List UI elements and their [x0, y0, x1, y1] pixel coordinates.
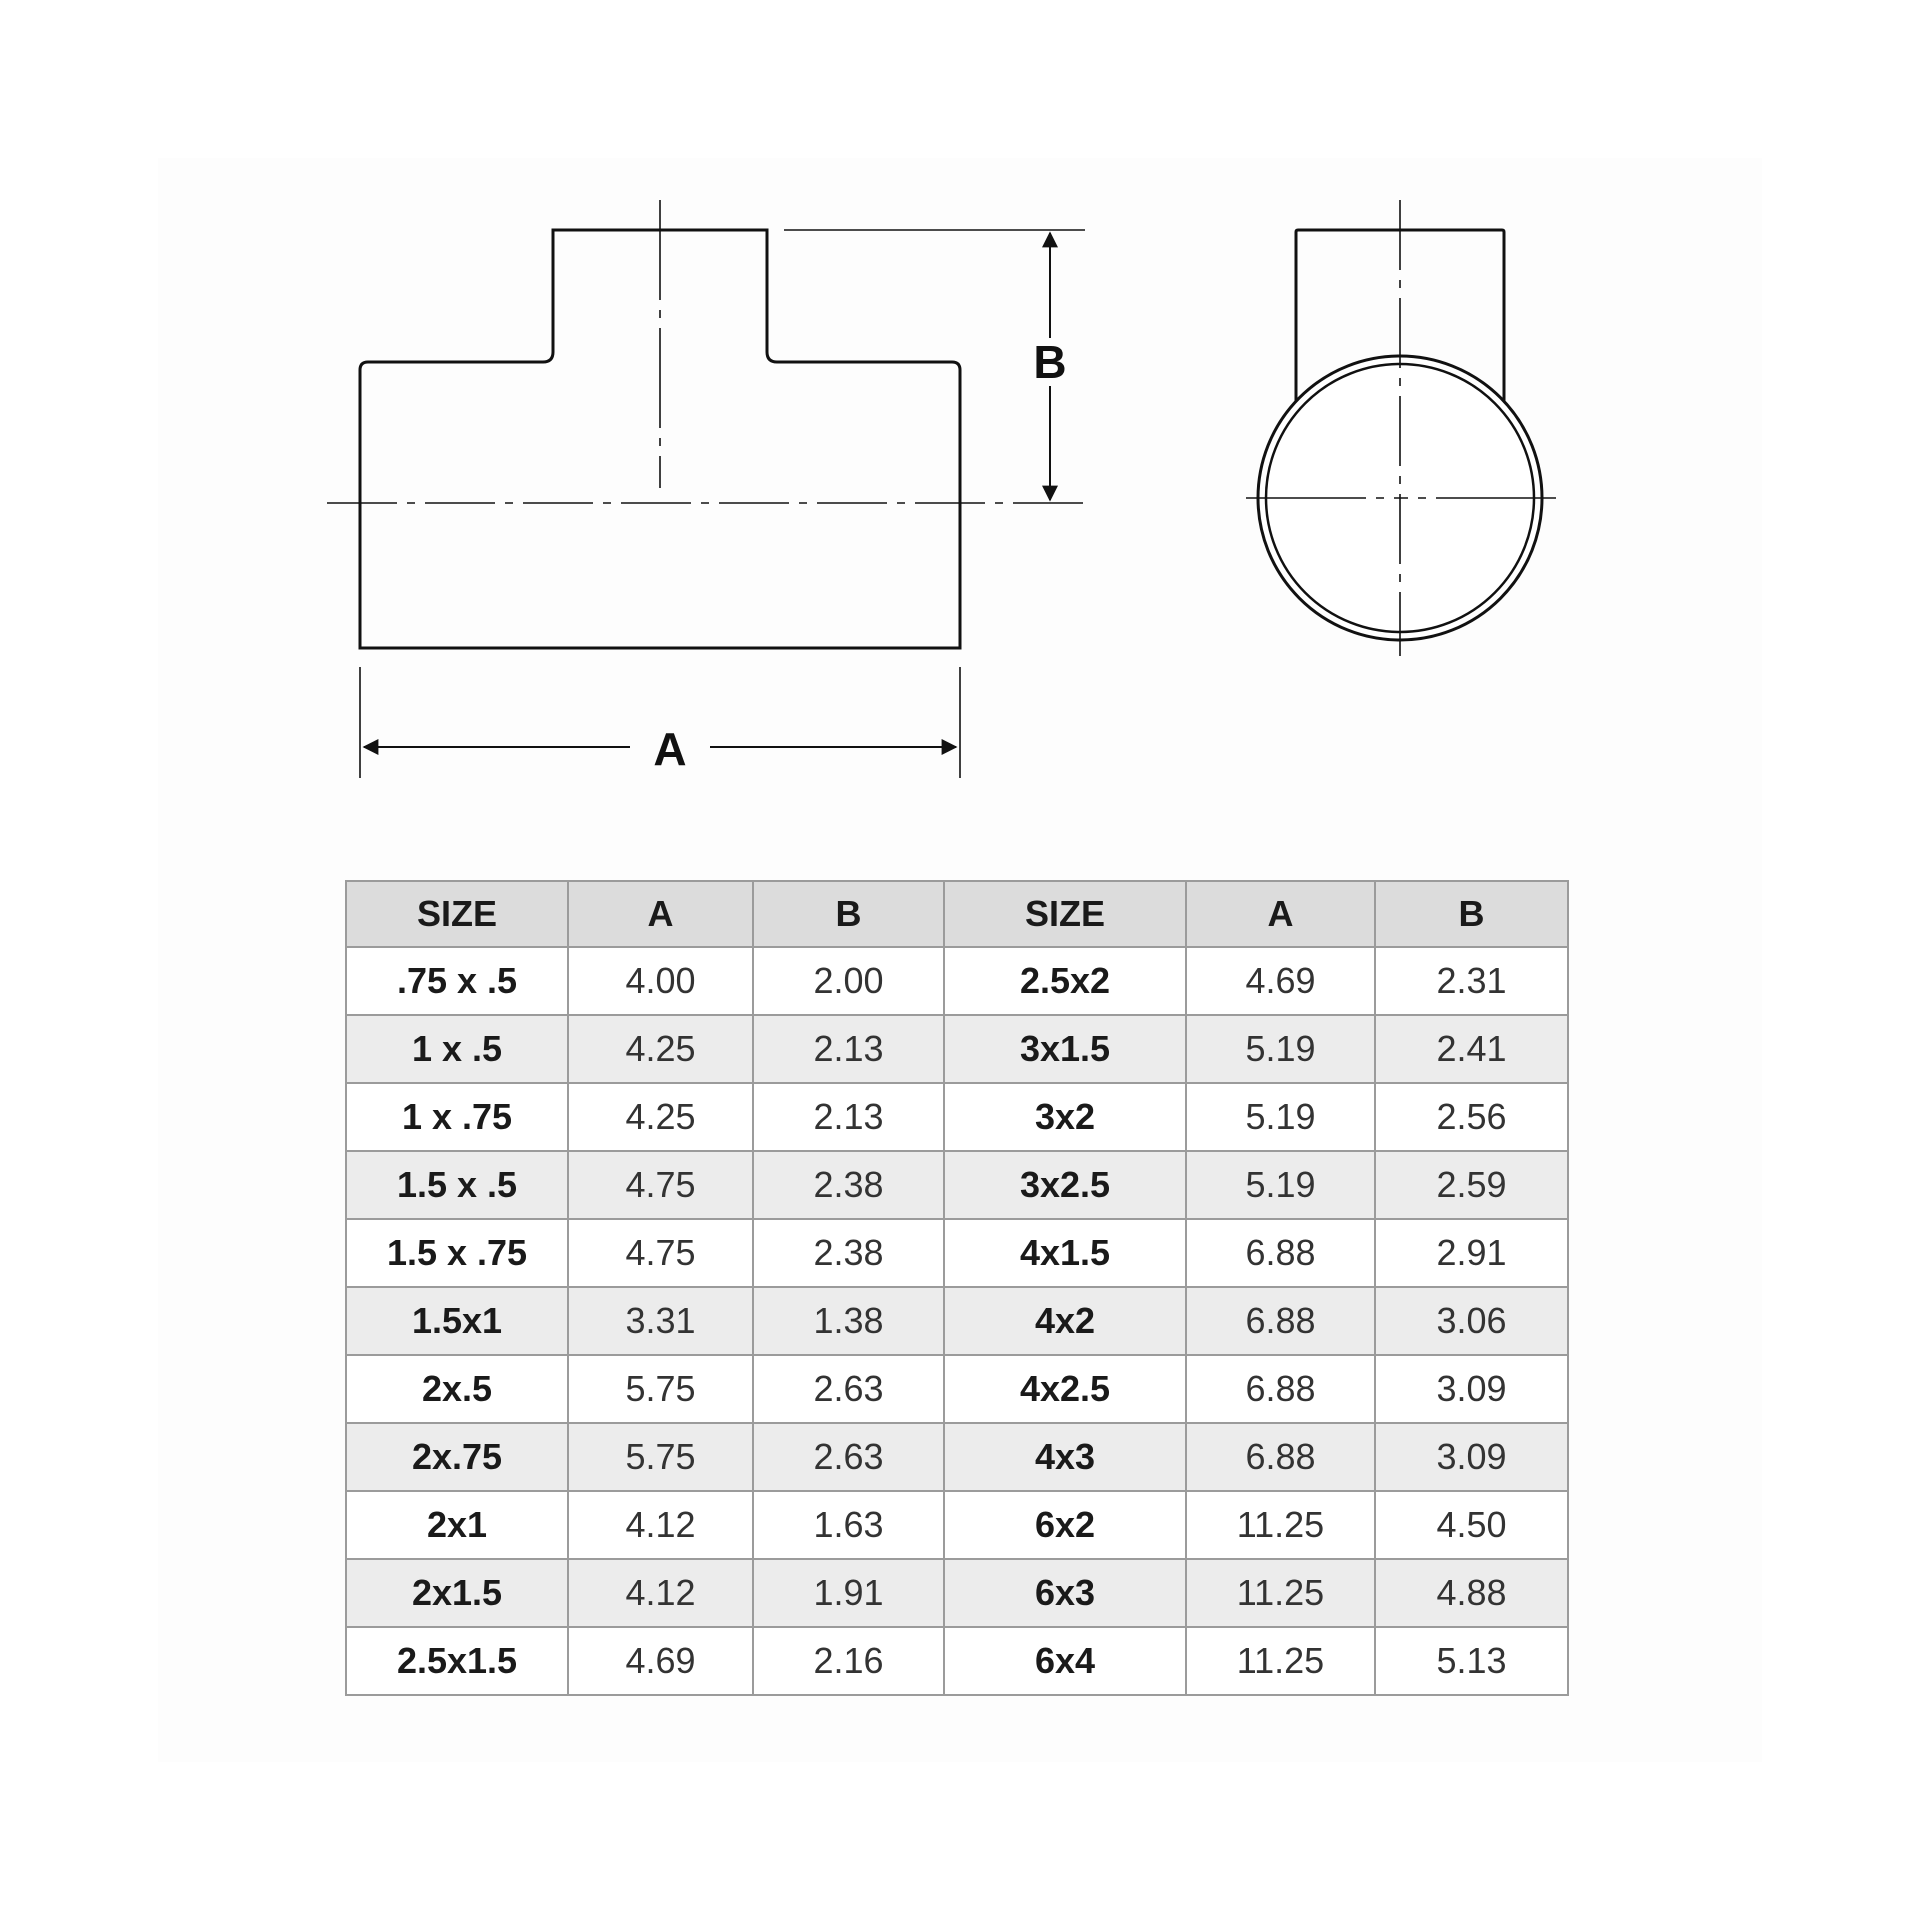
- size-cell: 1.5x1: [346, 1287, 568, 1355]
- column-header-a: A: [568, 881, 753, 947]
- a-cell: 4.75: [568, 1151, 753, 1219]
- table-row: [346, 1151, 1568, 1219]
- size-cell: .75 x .5: [346, 947, 568, 1015]
- a-cell: 4.75: [568, 1219, 753, 1287]
- table-row: [346, 1015, 1568, 1083]
- table-row: [346, 1491, 1568, 1559]
- side-view: [1246, 200, 1556, 656]
- a-cell: 5.19: [1186, 1015, 1375, 1083]
- column-header-a-2: A: [1186, 881, 1375, 947]
- b-cell: 3.09: [1375, 1423, 1568, 1491]
- size-cell: 4x3: [944, 1423, 1186, 1491]
- a-cell: 11.25: [1186, 1627, 1375, 1695]
- table-row: [346, 1423, 1568, 1491]
- size-cell: 1.5 x .5: [346, 1151, 568, 1219]
- a-cell: 4.69: [568, 1627, 753, 1695]
- b-cell: 2.00: [753, 947, 944, 1015]
- table-header-row: [346, 881, 1568, 947]
- b-cell: 2.13: [753, 1015, 944, 1083]
- b-cell: 2.38: [753, 1151, 944, 1219]
- size-cell: 4x2.5: [944, 1355, 1186, 1423]
- column-header-b: B: [753, 881, 944, 947]
- size-cell: 2x.5: [346, 1355, 568, 1423]
- table-row: [346, 1355, 1568, 1423]
- b-cell: 2.56: [1375, 1083, 1568, 1151]
- a-cell: 4.12: [568, 1491, 753, 1559]
- dimension-table: [345, 880, 1569, 1696]
- b-cell: 3.09: [1375, 1355, 1568, 1423]
- b-cell: 2.91: [1375, 1219, 1568, 1287]
- a-cell: 4.12: [568, 1559, 753, 1627]
- table-row: [346, 1627, 1568, 1695]
- a-cell: 5.75: [568, 1355, 753, 1423]
- b-cell: 2.13: [753, 1083, 944, 1151]
- a-cell: 6.88: [1186, 1287, 1375, 1355]
- front-view: [327, 200, 1085, 778]
- b-cell: 2.41: [1375, 1015, 1568, 1083]
- a-cell: 11.25: [1186, 1491, 1375, 1559]
- column-header-b-2: B: [1375, 881, 1568, 947]
- dimension-a-label: A: [653, 723, 687, 775]
- a-cell: 3.31: [568, 1287, 753, 1355]
- a-cell: 4.69: [1186, 947, 1375, 1015]
- a-cell: 6.88: [1186, 1423, 1375, 1491]
- table-row: [346, 1559, 1568, 1627]
- b-cell: 2.16: [753, 1627, 944, 1695]
- size-cell: 2.5x2: [944, 947, 1186, 1015]
- b-cell: 2.31: [1375, 947, 1568, 1015]
- a-cell: 4.25: [568, 1083, 753, 1151]
- a-cell: 5.19: [1186, 1083, 1375, 1151]
- a-cell: 11.25: [1186, 1559, 1375, 1627]
- size-cell: 1 x .5: [346, 1015, 568, 1083]
- size-cell: 4x2: [944, 1287, 1186, 1355]
- b-cell: 1.91: [753, 1559, 944, 1627]
- b-cell: 2.59: [1375, 1151, 1568, 1219]
- table-row: [346, 947, 1568, 1015]
- dimension-b-label: B: [1033, 336, 1067, 388]
- tee-drawing: [0, 0, 1920, 900]
- table-row: [346, 1219, 1568, 1287]
- size-cell: 1 x .75: [346, 1083, 568, 1151]
- b-cell: 4.50: [1375, 1491, 1568, 1559]
- size-cell: 3x1.5: [944, 1015, 1186, 1083]
- size-cell: 2x1: [346, 1491, 568, 1559]
- b-cell: 5.13: [1375, 1627, 1568, 1695]
- a-cell: 5.19: [1186, 1151, 1375, 1219]
- table-row: [346, 1083, 1568, 1151]
- size-cell: 6x3: [944, 1559, 1186, 1627]
- a-cell: 6.88: [1186, 1219, 1375, 1287]
- b-cell: 4.88: [1375, 1559, 1568, 1627]
- column-header-size-2: SIZE: [944, 881, 1186, 947]
- b-cell: 1.38: [753, 1287, 944, 1355]
- b-cell: 2.63: [753, 1355, 944, 1423]
- b-cell: 1.63: [753, 1491, 944, 1559]
- a-cell: 5.75: [568, 1423, 753, 1491]
- a-cell: 4.25: [568, 1015, 753, 1083]
- size-cell: 6x4: [944, 1627, 1186, 1695]
- b-cell: 2.63: [753, 1423, 944, 1491]
- size-cell: 3x2.5: [944, 1151, 1186, 1219]
- size-cell: 4x1.5: [944, 1219, 1186, 1287]
- size-cell: 2x1.5: [346, 1559, 568, 1627]
- a-cell: 4.00: [568, 947, 753, 1015]
- a-cell: 6.88: [1186, 1355, 1375, 1423]
- size-cell: 3x2: [944, 1083, 1186, 1151]
- column-header-size: SIZE: [346, 881, 568, 947]
- b-cell: 2.38: [753, 1219, 944, 1287]
- size-cell: 2x.75: [346, 1423, 568, 1491]
- table-row: [346, 1287, 1568, 1355]
- size-cell: 2.5x1.5: [346, 1627, 568, 1695]
- size-cell: 1.5 x .75: [346, 1219, 568, 1287]
- b-cell: 3.06: [1375, 1287, 1568, 1355]
- size-cell: 6x2: [944, 1491, 1186, 1559]
